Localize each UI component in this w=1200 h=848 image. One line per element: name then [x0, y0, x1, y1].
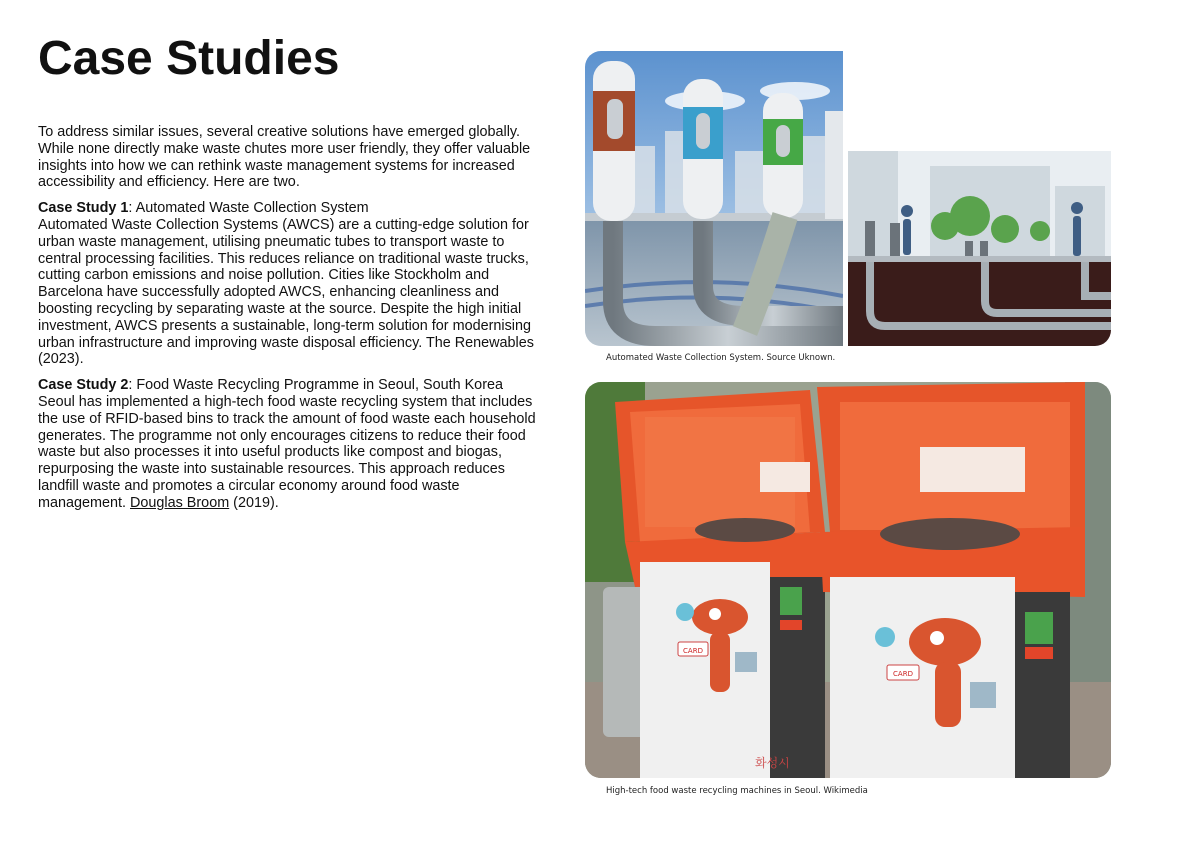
case-study-1-label: Case Study 1	[38, 200, 129, 217]
body-text	[38, 124, 538, 521]
city-text: 화성시	[755, 756, 790, 770]
awcs-image	[585, 51, 1111, 346]
douglas-broom-link[interactable]: Douglas Broom	[130, 494, 230, 511]
case-study-2-label: Case Study 2	[38, 377, 129, 394]
figure-1-caption: Automated Waste Collection System. Source Uknown.	[606, 353, 836, 363]
case-study-1	[38, 200, 538, 368]
right-card-label: CARD	[893, 670, 913, 678]
case-study-1-heading: : Automated Waste Collection System	[128, 200, 369, 217]
figure-2-caption: High-tech food waste recycling machines in Seoul. Wikimedia	[606, 786, 868, 796]
case-study-1-body: Automated Waste Collection Systems (AWCS) are a cutting-edge solution for urban waste management, utilising pneumatic tubes to transport waste to central processing facilities. This reduces reliance on traditional waste trucks, cutting carbon emissions and noise pollution. Cities like Stockholm and Barcelona have successfully adopted AWCS, enhancing cleanliness and boosting recycling by separating waste at the source. Despite the high initial investment, AWCS presents a sustainable, long-term solution for modernising urban infrastructure and improving waste disposal efficiency. The Renewables (2023).	[38, 216, 534, 368]
case-study-2-body: Seoul has implemented a high-tech food waste recycling system that includes the use of RFID-based bins to track the amount of food waste each household generates. The programme not only encourages citizens to reduce their food waste but also processes it into useful products like compost and biogas, repurposing the waste into sustainable resources. This approach reduces landfill waste and promotes a circular economy around food waste management.	[38, 393, 536, 511]
case-study-2-heading: : Food Waste Recycling Programme in Seoul, South Korea	[128, 377, 503, 394]
seoul-bins-image	[585, 382, 1111, 778]
page-title: Case Studies	[38, 32, 340, 85]
case-study-2	[38, 377, 538, 511]
intro-paragraph: To address similar issues, several creative solutions have emerged globally. While none directly make waste chutes more user friendly, they offer valuable insights into how we can rethink waste management systems for increased accessibility and efficiency. Here are two.	[38, 124, 531, 191]
left-card-label: CARD	[683, 647, 703, 655]
case-study-2-tail: (2019).	[229, 494, 279, 511]
